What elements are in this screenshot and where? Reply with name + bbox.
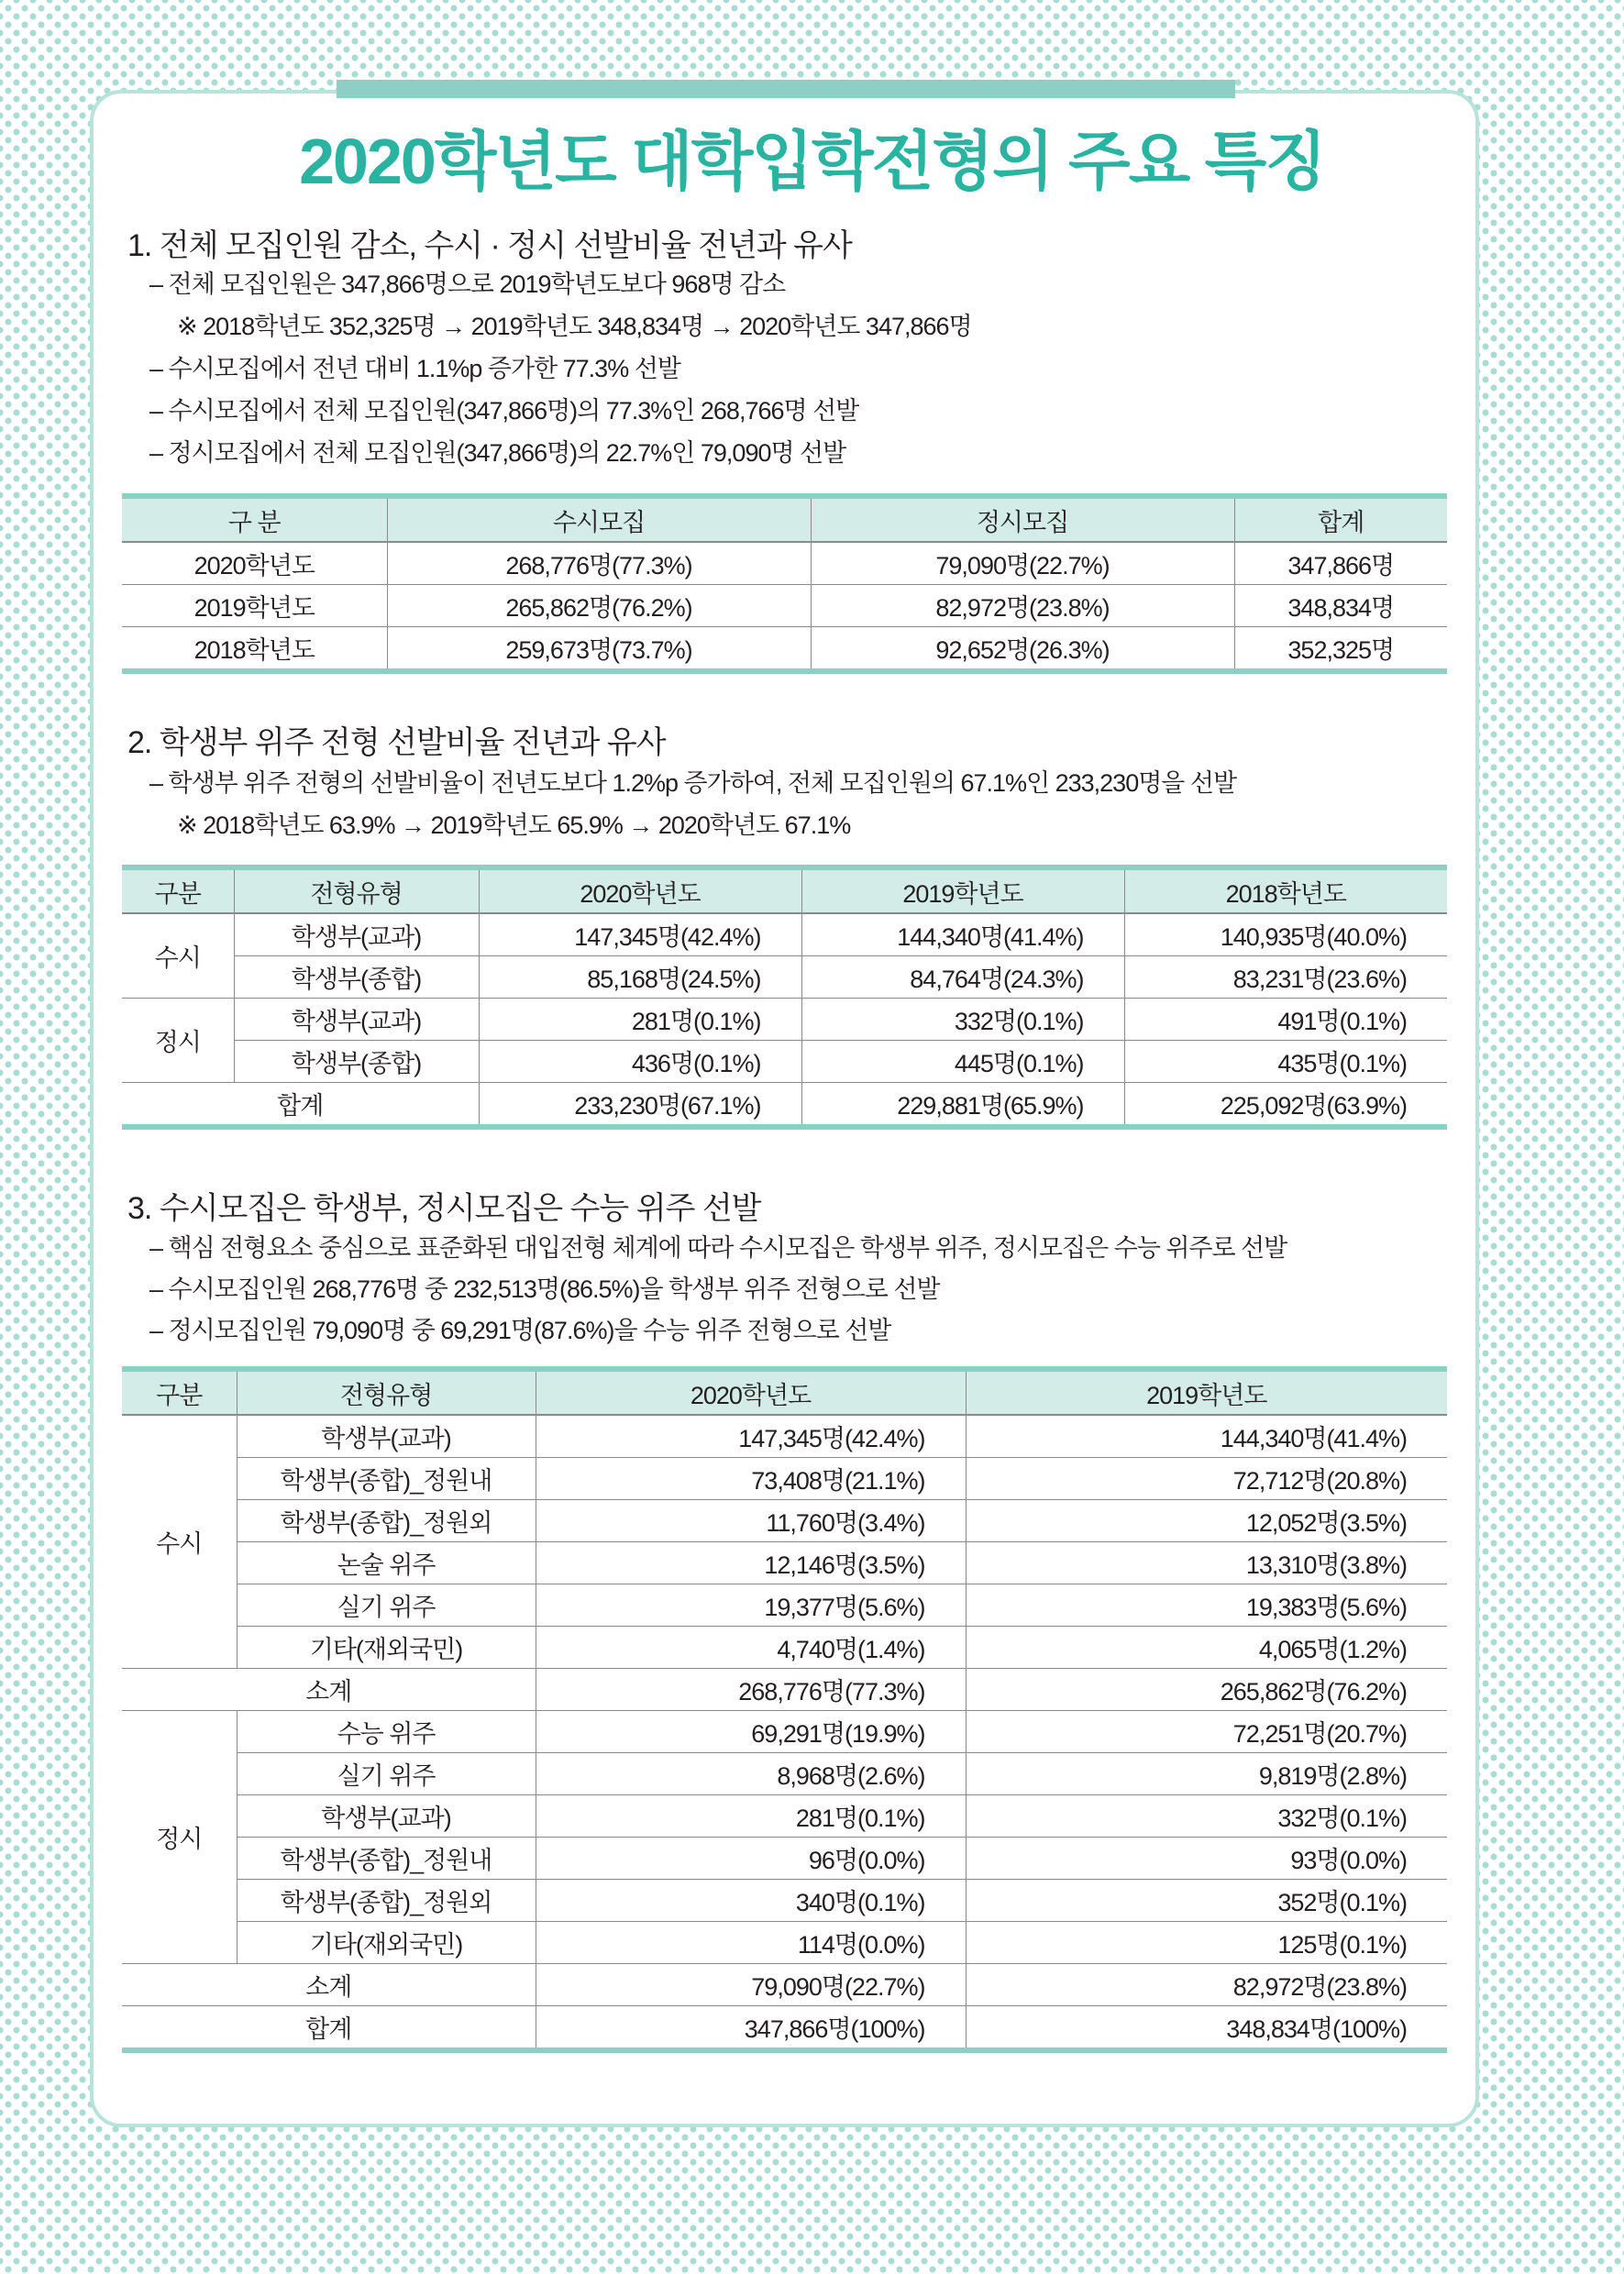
column-header: 합계 bbox=[1234, 496, 1447, 542]
value-cell: 332명(0.1%) bbox=[801, 999, 1124, 1041]
table-row bbox=[122, 1669, 1447, 1711]
value-cell: 332명(0.1%) bbox=[966, 1795, 1447, 1838]
type-cell: 학생부(종합)_정원내 bbox=[237, 1458, 536, 1500]
type-cell: 학생부(교과) bbox=[237, 1415, 536, 1458]
value-cell: 93명(0.0%) bbox=[966, 1838, 1447, 1880]
table-row bbox=[122, 1964, 1447, 2006]
table-row bbox=[122, 1041, 1447, 1083]
table-header-row bbox=[122, 496, 1447, 542]
type-cell: 학생부(종합) bbox=[234, 1041, 479, 1083]
table-row bbox=[122, 627, 1447, 672]
year-cell: 2019학년도 bbox=[122, 585, 387, 627]
value-cell: 9,819명(2.8%) bbox=[966, 1753, 1447, 1795]
type-cell: 실기 위주 bbox=[237, 1584, 536, 1627]
section1-heading: 1. 전체 모집인원 감소, 수시 · 정시 선발비율 전년과 유사 bbox=[127, 228, 852, 263]
column-header: 정시모집 bbox=[811, 496, 1234, 542]
type-cell: 기타(재외국민) bbox=[237, 1922, 536, 1964]
subtotal-label-cell: 소계 bbox=[122, 1669, 536, 1711]
table-row bbox=[122, 1083, 1447, 1128]
value-cell: 12,052명(3.5%) bbox=[966, 1500, 1447, 1542]
type-cell: 학생부(종합)_정원내 bbox=[237, 1838, 536, 1880]
group-label-cell: 수시 bbox=[122, 1415, 237, 1669]
admission-totals-table bbox=[122, 493, 1447, 674]
value-cell: 347,866명 bbox=[1234, 542, 1447, 585]
year-cell: 2018학년도 bbox=[122, 627, 387, 672]
value-cell: 491명(0.1%) bbox=[1124, 999, 1447, 1041]
value-cell: 352명(0.1%) bbox=[966, 1880, 1447, 1922]
type-cell: 실기 위주 bbox=[237, 1753, 536, 1795]
type-cell: 논술 위주 bbox=[237, 1542, 536, 1584]
type-cell: 학생부(종합) bbox=[234, 956, 479, 999]
subtotal-value-cell: 268,776명(77.3%) bbox=[536, 1669, 966, 1711]
value-cell: 144,340명(41.4%) bbox=[966, 1415, 1447, 1458]
table-row bbox=[122, 1795, 1447, 1838]
value-cell: 72,251명(20.7%) bbox=[966, 1711, 1447, 1753]
value-cell: 72,712명(20.8%) bbox=[966, 1458, 1447, 1500]
total-value-cell: 225,092명(63.9%) bbox=[1124, 1083, 1447, 1128]
subtotal-value-cell: 79,090명(22.7%) bbox=[536, 1964, 966, 2006]
table-row bbox=[122, 585, 1447, 627]
total-value-cell: 347,866명(100%) bbox=[536, 2006, 966, 2051]
value-cell: 114명(0.0%) bbox=[536, 1922, 966, 1964]
column-header: 전형유형 bbox=[234, 867, 479, 913]
type-cell: 수능 위주 bbox=[237, 1711, 536, 1753]
section2-note: ※ 2018학년도 63.9% → 2019학년도 65.9% → 2020학년도 67.1% bbox=[177, 811, 851, 839]
total-value-cell: 348,834명(100%) bbox=[966, 2006, 1447, 2051]
total-value-cell: 229,881명(65.9%) bbox=[801, 1083, 1124, 1128]
table-header-row bbox=[122, 867, 1447, 913]
group-label-cell: 정시 bbox=[122, 999, 234, 1083]
section1-bullet: – 수시모집에서 전년 대비 1.1%p 증가한 77.3% 선발 bbox=[149, 355, 680, 382]
section3-heading: 3. 수시모집은 학생부, 정시모집은 수능 위주 선발 bbox=[127, 1191, 761, 1226]
column-header: 2020학년도 bbox=[536, 1369, 966, 1415]
subtotal-label-cell: 소계 bbox=[122, 1964, 536, 2006]
table-row bbox=[122, 913, 1447, 956]
total-value-cell: 233,230명(67.1%) bbox=[479, 1083, 801, 1128]
group-label-cell: 정시 bbox=[122, 1711, 237, 1964]
value-cell: 436명(0.1%) bbox=[479, 1041, 801, 1083]
value-cell: 69,291명(19.9%) bbox=[536, 1711, 966, 1753]
value-cell: 445명(0.1%) bbox=[801, 1041, 1124, 1083]
column-header: 구분 bbox=[122, 1369, 237, 1415]
table-header-row bbox=[122, 1369, 1447, 1415]
value-cell: 19,383명(5.6%) bbox=[966, 1584, 1447, 1627]
value-cell: 82,972명(23.8%) bbox=[811, 585, 1234, 627]
table-row bbox=[122, 956, 1447, 999]
value-cell: 125명(0.1%) bbox=[966, 1922, 1447, 1964]
type-cell: 학생부(종합)_정원외 bbox=[237, 1880, 536, 1922]
value-cell: 340명(0.1%) bbox=[536, 1880, 966, 1922]
value-cell: 281명(0.1%) bbox=[536, 1795, 966, 1838]
value-cell: 147,345명(42.4%) bbox=[536, 1415, 966, 1458]
table-row bbox=[122, 2006, 1447, 2051]
total-label-cell: 합계 bbox=[122, 2006, 536, 2051]
type-cell: 학생부(교과) bbox=[234, 913, 479, 956]
value-cell: 140,935명(40.0%) bbox=[1124, 913, 1447, 956]
type-cell: 학생부(교과) bbox=[234, 999, 479, 1041]
table-row bbox=[122, 1880, 1447, 1922]
total-label-cell: 합계 bbox=[122, 1083, 479, 1128]
table-row bbox=[122, 1415, 1447, 1458]
value-cell: 92,652명(26.3%) bbox=[811, 627, 1234, 672]
table-row bbox=[122, 1711, 1447, 1753]
section3-bullet: – 정시모집인원 79,090명 중 69,291명(87.6%)을 수능 위주 전형으로 선발 bbox=[149, 1317, 891, 1344]
value-cell: 19,377명(5.6%) bbox=[536, 1584, 966, 1627]
section2-bullet: – 학생부 위주 전형의 선발비율이 전년도보다 1.2%p 증가하여, 전체 모집인원의 67.1%인 233,230명을 선발 bbox=[149, 769, 1237, 797]
table-row bbox=[122, 999, 1447, 1041]
table-row bbox=[122, 1627, 1447, 1669]
section3-bullet: – 수시모집인원 268,776명 중 232,513명(86.5%)을 학생부 위주 전형으로 선발 bbox=[149, 1275, 940, 1303]
value-cell: 13,310명(3.8%) bbox=[966, 1542, 1447, 1584]
column-header: 2019학년도 bbox=[966, 1369, 1447, 1415]
column-header: 전형유형 bbox=[237, 1369, 536, 1415]
column-header: 구분 bbox=[122, 867, 234, 913]
type-cell: 학생부(교과) bbox=[237, 1795, 536, 1838]
section1-bullet: – 전체 모집인원은 347,866명으로 2019학년도보다 968명 감소 bbox=[149, 270, 786, 298]
table-row bbox=[122, 1922, 1447, 1964]
value-cell: 435명(0.1%) bbox=[1124, 1041, 1447, 1083]
type-cell: 학생부(종합)_정원외 bbox=[237, 1500, 536, 1542]
value-cell: 96명(0.0%) bbox=[536, 1838, 966, 1880]
subtotal-value-cell: 265,862명(76.2%) bbox=[966, 1669, 1447, 1711]
subtotal-value-cell: 82,972명(23.8%) bbox=[966, 1964, 1447, 2006]
value-cell: 352,325명 bbox=[1234, 627, 1447, 672]
column-header: 2019학년도 bbox=[801, 867, 1124, 913]
section3-bullet: – 핵심 전형요소 중심으로 표준화된 대입전형 체계에 따라 수시모집은 학생부 위주, 정시모집은 수능 위주로 선발 bbox=[149, 1234, 1287, 1262]
column-header: 수시모집 bbox=[387, 496, 811, 542]
value-cell: 144,340명(41.4%) bbox=[801, 913, 1124, 956]
column-header: 2018학년도 bbox=[1124, 867, 1447, 913]
table-row bbox=[122, 542, 1447, 585]
table-row bbox=[122, 1753, 1447, 1795]
column-header: 2020학년도 bbox=[479, 867, 801, 913]
value-cell: 268,776명(77.3%) bbox=[387, 542, 811, 585]
section1-note: ※ 2018학년도 352,325명 → 2019학년도 348,834명 → 2020학년도 347,866명 bbox=[177, 313, 972, 340]
table-row bbox=[122, 1838, 1447, 1880]
value-cell: 265,862명(76.2%) bbox=[387, 585, 811, 627]
year-cell: 2020학년도 bbox=[122, 542, 387, 585]
section2-heading: 2. 학생부 위주 전형 선발비율 전년과 유사 bbox=[127, 725, 666, 760]
table-row bbox=[122, 1542, 1447, 1584]
admission-type-table bbox=[122, 1366, 1447, 2053]
value-cell: 4,740명(1.4%) bbox=[536, 1627, 966, 1669]
student-record-table bbox=[122, 865, 1447, 1130]
value-cell: 348,834명 bbox=[1234, 585, 1447, 627]
group-label-cell: 수시 bbox=[122, 913, 234, 999]
value-cell: 281명(0.1%) bbox=[479, 999, 801, 1041]
title-accent-bar bbox=[337, 80, 1235, 98]
value-cell: 12,146명(3.5%) bbox=[536, 1542, 966, 1584]
value-cell: 259,673명(73.7%) bbox=[387, 627, 811, 672]
section1-bullet: – 수시모집에서 전체 모집인원(347,866명)의 77.3%인 268,766명 선발 bbox=[149, 397, 859, 425]
value-cell: 79,090명(22.7%) bbox=[811, 542, 1234, 585]
table-row bbox=[122, 1500, 1447, 1542]
page-title: 2020학년도 대학입학전형의 주요 특징 bbox=[299, 126, 1325, 197]
table-row bbox=[122, 1584, 1447, 1627]
value-cell: 84,764명(24.3%) bbox=[801, 956, 1124, 999]
value-cell: 8,968명(2.6%) bbox=[536, 1753, 966, 1795]
value-cell: 4,065명(1.2%) bbox=[966, 1627, 1447, 1669]
value-cell: 147,345명(42.4%) bbox=[479, 913, 801, 956]
section1-bullet: – 정시모집에서 전체 모집인원(347,866명)의 22.7%인 79,090명 선발 bbox=[149, 439, 846, 467]
value-cell: 85,168명(24.5%) bbox=[479, 956, 801, 999]
value-cell: 11,760명(3.4%) bbox=[536, 1500, 966, 1542]
value-cell: 73,408명(21.1%) bbox=[536, 1458, 966, 1500]
column-header: 구 분 bbox=[122, 496, 387, 542]
type-cell: 기타(재외국민) bbox=[237, 1627, 536, 1669]
value-cell: 83,231명(23.6%) bbox=[1124, 956, 1447, 999]
table-row bbox=[122, 1458, 1447, 1500]
